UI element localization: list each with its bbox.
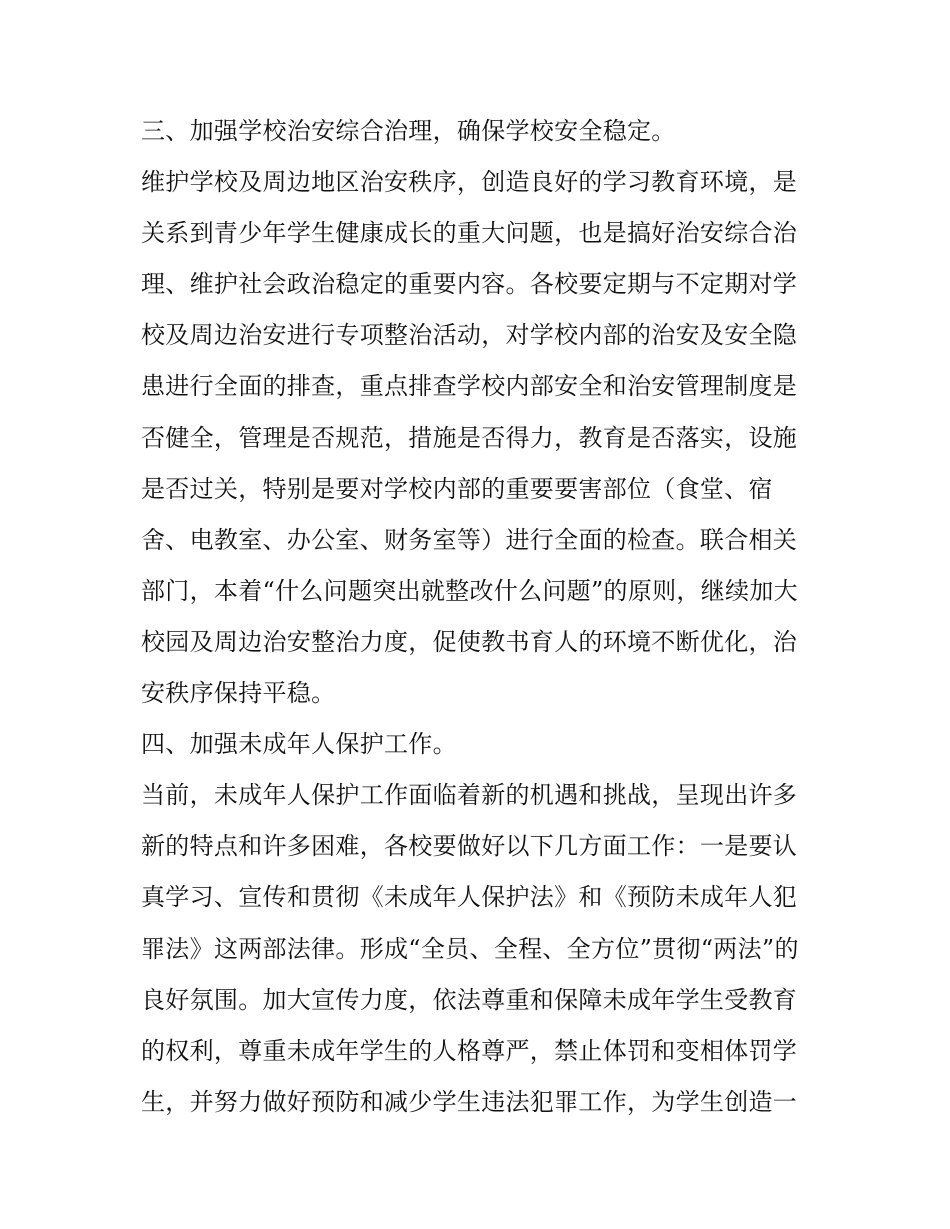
text-line: 舍、电教室、办公室、财务室等）进行全面的检查。联合相关 bbox=[141, 525, 798, 554]
text-line: 理、维护社会政治稳定的重要内容。各校要定期与不定期对学 bbox=[141, 270, 798, 299]
text-line: 三、加强学校治安综合治理，确保学校安全稳定。 bbox=[141, 117, 676, 145]
text-line: 真学习、宣传和贯彻《未成年人保护法》和《预防未成年人犯 bbox=[141, 883, 798, 912]
text-line: 良好氛围。加大宣传力度，依法尊重和保障未成年学生受教育 bbox=[141, 985, 798, 1014]
text-line: 新的特点和许多困难，各校要做好以下几方面工作：一是要认 bbox=[141, 832, 798, 861]
text-line: 维护学校及周边地区治安秩序，创造良好的学习教育环境，是 bbox=[141, 168, 798, 197]
text-line: 部门，本着“什么问题突出就整改什么问题”的原则，继续加大 bbox=[141, 576, 798, 605]
text-line: 四、加强未成年人保护工作。 bbox=[141, 730, 457, 759]
text-line: 患进行全面的排查，重点排查学校内部安全和治安管理制度是 bbox=[141, 372, 798, 401]
document-body bbox=[141, 106, 821, 1128]
text-line: 生，并努力做好预防和减少学生违法犯罪工作，为学生创造一 bbox=[141, 1087, 798, 1116]
text-line: 否健全，管理是否规范，措施是否得力，教育是否落实，设施 bbox=[141, 423, 798, 452]
text-line: 当前，未成年人保护工作面临着新的机遇和挑战，呈现出许多 bbox=[141, 781, 798, 810]
text-line: 校及周边治安进行专项整治活动，对学校内部的治安及安全隐 bbox=[141, 321, 798, 350]
text-line: 校园及周边治安整治力度，促使教书育人的环境不断优化，治 bbox=[141, 627, 798, 656]
text-line: 关系到青少年学生健康成长的重大问题，也是搞好治安综合治 bbox=[141, 219, 798, 248]
text-line: 安秩序保持平稳。 bbox=[141, 679, 336, 708]
text-line: 的权利，尊重未成年学生的人格尊严，禁止体罚和变相体罚学 bbox=[141, 1036, 798, 1065]
text-line: 罪法》这两部法律。形成“全员、全程、全方位”贯彻“两法”的 bbox=[141, 934, 799, 963]
text-line: 是否过关，特别是要对学校内部的重要要害部位（食堂、宿 bbox=[141, 474, 773, 503]
